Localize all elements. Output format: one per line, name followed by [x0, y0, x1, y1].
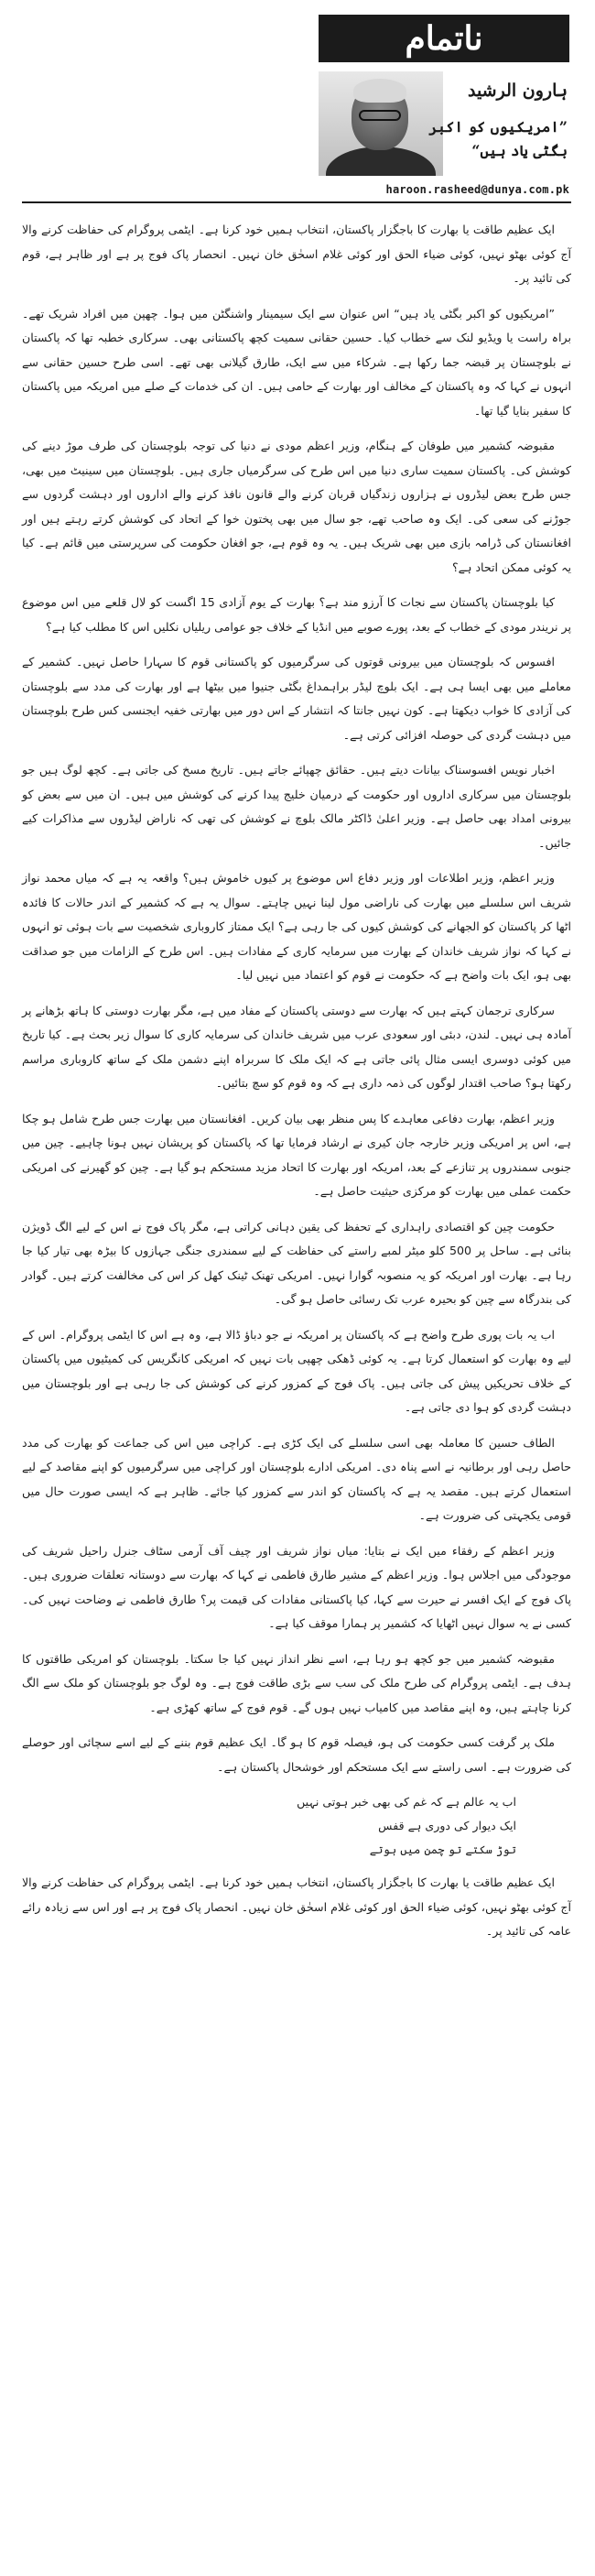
article-paragraph: وزیر اعظم، بھارت دفاعی معاہدے کا پس منظر بھی بیان کریں۔ افغانستان میں بھارت جس طرح شامل ہو چکا ہے، اس پر امریکی وزیر خارجہ جان کیری نے ارشاد فرمایا تھا کہ پاکستان کو پریشان نہیں ہونا چاہیے۔ چین میں جنوبی سمندروں پر تنازعے کے بعد، امریکہ اور بھارت کا اتحاد مزید مستحکم ہو گیا ہے۔ چین کو گھیرنے کی امریکی حکمت عملی میں بھارت کو مرکزی حیثیت حاصل ہے۔ — [22, 1111, 571, 1198]
masthead-divider — [22, 201, 571, 203]
article-paragraph: حکومت چین کو اقتصادی راہداری کے تحفظ کی یقین دہانی کراتی ہے، مگر پاک فوج نے اس کے لیے الگ ڈویژن بنائی ہے۔ ساحل پر 500 کلو میٹر لمبے راستے کی حفاظت کے لیے سمندری جنگی جہازوں کا بیڑہ بھی تیار کیا جا رہا ہے۔ بھارت اور امریکہ کو یہ منصوبہ گوارا نہیں۔ امریکی تھنک ٹینک کھل کر اس کی مخالفت کرتے ہیں۔ گوادر کی بندرگاہ سے چین کو بحیرہ عرب تک رسائی حاصل ہو گی۔ — [22, 1219, 572, 1306]
verse-line: ایک دیوار کی دوری ہے قفس — [378, 1819, 516, 1832]
column-masthead — [22, 11, 571, 211]
article-paragraph: الطاف حسین کا معاملہ بھی اسی سلسلے کی ایک کڑی ہے۔ کراچی میں اس کی جماعت کو بھارت کی مدد حاصل رہی اور برطانیہ نے اسے پناہ دی۔ امریکی ادارے بلوچستان اور کراچی میں سرگرمیوں کو اپنے مقاصد کے لیے استعمال کرتے ہیں۔ مقصد یہ ہے کہ پاکستان کو اندر سے کمزور کیا جائے۔ ظاہر ہے کہ ایسی صورت حال میں قومی یکجہتی کی ضرورت ہے۔ — [22, 1435, 571, 1522]
portrait-glasses — [359, 110, 401, 121]
author-name: ہارون الرشید — [467, 81, 568, 101]
article-paragraph: اخبار نویس افسوسناک بیانات دیتے ہیں۔ حقائق چھپائے جاتے ہیں۔ تاریخ مسخ کی جاتی ہے۔ کچھ لوگ ہیں جو بلوچستان میں سرکاری اداروں اور حکومت کے درمیان خلیج پیدا کرنے کی کوشش میں ہیں۔ ان میں سے بعض کو بیرونی امداد بھی حاصل ہے۔ وزیر اعلیٰ ڈاکٹر مالک بلوچ نے کوشش کی تھی کہ ناراض لیڈروں سے مذاکرات کیے جائیں۔ — [22, 763, 571, 850]
portrait-hair — [353, 79, 406, 103]
article-paragraph: مقبوضہ کشمیر میں طوفان کے ہنگام، وزیر اعظم مودی نے دنیا کی توجہ بلوچستان کی طرف موڑ دینے کی کوشش کی۔ پاکستان سمیت ساری دنیا میں اس طرح کی سرگرمیاں جاری ہیں۔ بلوچستان میں سینیٹ میں بھی، جس طرح بعض لیڈروں نے ہزاروں زندگیاں قربان کرنے والے قانون نافذ کرنے والے اداروں اور دہشت گردوں سے جوڑنے کی سعی کی۔ ایک وہ صاحب تھے، جو سال میں بھی پختون خوا کے اتحاد کی کوشش کرتے رہتے ہیں اور افغانستان کی ڈرامہ بازی میں بھی شریک ہیں۔ یہ وہ قوم ہے، جو افغان حکومت کی سرپرستی میں قائم ہے۔ کیا یہ کوئی ممکن اتحاد ہے؟ — [22, 439, 571, 574]
article-paragraph: اب یہ بات پوری طرح واضح ہے کہ پاکستان پر امریکہ نے جو دباؤ ڈالا ہے، وہ ہے اس کا ایٹمی پروگرام۔ اس کے لیے وہ بھارت کو استعمال کرتا ہے۔ یہ کوئی ڈھکی چھپی بات نہیں کہ امریکی کانگریس کی کمیٹیوں میں پاکستان کے خلاف تحریکیں پیش کی جاتی ہیں۔ پاک فوج کے کمزور کرنے کی کوشش کی جا رہی ہے اور بلوچستان میں دہشت گردی کو ہوا دی جاتی ہے۔ — [22, 1327, 571, 1414]
poetry-verse — [22, 1790, 516, 1862]
article-closing-paragraph: ایک عظیم طاقت یا بھارت کا باجگزار پاکستان، انتخاب ہمیں خود کرنا ہے۔ ایٹمی پروگرام کی حفاظت کرنے والا آج کوئی بھٹو نہیں، کوئی ضیاء الحق اور کوئی غلام اسحٰق خان نہیں۔ انحصار پاک فوج پر ہے اور اس سے زیادہ رائے عامہ کی تائید پر۔ — [22, 1875, 571, 1938]
article-paragraph: افسوس کہ بلوچستان میں بیرونی قوتوں کی سرگرمیوں کو پاکستانی قوم کا سہارا حاصل نہیں۔ کشمیر کے معاملے میں بھی ایسا ہی ہے۔ ایک بلوچ لیڈر براہمداغ بگٹی جنیوا میں بیٹھا ہے اور بھارت کی مدد سے بلوچستان کی آزادی کا خواب دیکھتا ہے۔ کون نہیں جانتا کہ انتشار کے اس دور میں بھارتی خفیہ ایجنسی کس طرح بلوچستان میں دہشت گردی کی حوصلہ افزائی کرتی ہے۔ — [22, 655, 571, 742]
article-paragraph: وزیر اعظم کے رفقاء میں ایک نے بتایا: میاں نواز شریف اور چیف آف آرمی سٹاف جنرل راحیل شریف کی موجودگی میں اجلاس ہوا۔ وزیر اعظم کے مشیر طارق فاطمی نے کہا کہ بھارت سے دوستانہ تعلقات ضروری ہیں۔ پاک فوج کے ایک افسر نے حیرت سے کہا، کیا پاکستانی مفادات کی قیمت پر؟ طارق فاطمی نے وضاحت نہیں کی۔ کسی نے یہ سوال نہیں اٹھایا کہ کشمیر پر ہمارا موقف کیا ہے۔ — [22, 1543, 571, 1630]
article-paragraph: سرکاری ترجمان کہتے ہیں کہ بھارت سے دوستی پاکستان کے مفاد میں ہے، مگر بھارت دوستی کا ہاتھ بڑھانے پر آمادہ ہی نہیں۔ لندن، دبئی اور سعودی عرب میں شریف خاندان کی سرمایہ کاری کا سوال زیر بحث ہے۔ کیا تاریخ میں کوئی دوسری ایسی مثال پائی جاتی ہے کہ ایک ملک کا سربراہ اپنے دشمن ملک کے ساتھ کاروباری مراسم رکھتا ہو؟ صاحب اقتدار لوگوں کی ذمہ داری ہے کہ وہ قوم کو سچ بتائیں۔ — [22, 1003, 571, 1090]
article-paragraph: ایک عظیم طاقت یا بھارت کا باجگزار پاکستان، انتخاب ہمیں خود کرنا ہے۔ ایٹمی پروگرام کی حفاظت کرنے والا آج کوئی بھٹو نہیں، کوئی ضیاء الحق اور کوئی غلام اسحٰق خان نہیں۔ انحصار پاک فوج پر ہے اور ظاہر ہے، قوم کی تائید پر۔ — [22, 223, 571, 285]
verse-line: توڑ سکتے تو چمن میں ہوتے — [369, 1842, 516, 1856]
article-paragraph: مقبوضہ کشمیر میں جو کچھ ہو رہا ہے، اسے نظر انداز نہیں کیا جا سکتا۔ بلوچستان کو امریکی طاقتوں کا ہدف ہے۔ ایٹمی پروگرام کی طرح ملک کی سب سے بڑی طاقت فوج ہے۔ وہ لوگ جو بلوچستان کو ملک سے الگ کرنا چاہتے ہیں، وہ اپنے مقاصد میں کامیاب نہیں ہوں گے۔ قوم فوج کے ساتھ کھڑی ہے۔ — [22, 1651, 571, 1714]
article-body — [22, 218, 571, 1944]
article-paragraph: کیا بلوچستان پاکستان سے نجات کا آرزو مند ہے؟ بھارت کے یوم آزادی 15 اگست کو لال قلعے میں اس موضوع پر نریندر مودی کے خطاب کے بعد، پورے صوبے میں انڈیا کے خلاف جو عوامی ریلیاں نکلیں اس کا مطلب کیا ہے؟ — [22, 595, 571, 634]
article-headline: ”امریکیوں کو اکبر بگٹی یاد ہیں“ — [428, 118, 568, 159]
verse-line: اب یہ عالم ہے کہ غم کی بھی خبر ہوتی نہیں — [297, 1795, 516, 1809]
column-brand: ناتمام — [319, 15, 569, 62]
article-paragraph: ملک پر گرفت کسی حکومت کی ہو، فیصلہ قوم کا ہو گا۔ ایک عظیم قوم بننے کے لیے اسے سچائی اور حوصلے کی ضرورت ہے۔ اسی راستے سے ایک مستحکم اور خوشحال پاکستان ہے۔ — [22, 1735, 571, 1774]
author-email[interactable]: haroon.rasheed@dunya.com.pk — [385, 183, 569, 196]
article-paragraph: وزیر اعظم، وزیر اطلاعات اور وزیر دفاع اس موضوع پر کیوں خاموش ہیں؟ واقعہ یہ ہے کہ میاں محمد نواز شریف اس سلسلے میں بھارت کی ناراضی مول لینا نہیں چاہتے۔ سوال یہ ہے کہ کشمیر کے اندر حالات کا فائدہ اٹھا کر پاکستان کو الجھانے کی کوشش کیوں کی جا رہی ہے؟ ایک ممتاز کاروباری شخصیت سے بات ہوئی تو انہوں نے کہا کہ نواز شریف خاندان کے بھارت میں سرمایہ کاری کے مفادات ہیں۔ اس طرح کے الزامات میں جو صداقت بھی ہو، ایک بات واضح ہے کہ حکومت نے قوم کو اعتماد میں نہیں لیا۔ — [22, 871, 571, 982]
article-paragraph: ”امریکیوں کو اکبر بگٹی یاد ہیں“ اس عنوان سے ایک سیمینار واشنگٹن میں ہوا۔ چھپن میں افراد شریک تھے۔ براہ راست یا ویڈیو لنک سے خطاب کیا۔ حسین حقانی سمیت کچھ پاکستانی بھی۔ سرکاری خطبہ تھا کہ پاکستان نے بلوچستان پر قبضہ جما رکھا ہے۔ شرکاء میں سے ایک، طارق گیلانی بھی تھے۔ اسی طرح حسین حقانی سے انہوں نے کہا کہ وہ پاکستان کے مخالف اور بھارت کے حامی ہیں۔ ان کی خدمات کے صلے میں امریکہ میں پاکستان کا سفیر بنایا گیا تھا۔ — [22, 306, 571, 418]
